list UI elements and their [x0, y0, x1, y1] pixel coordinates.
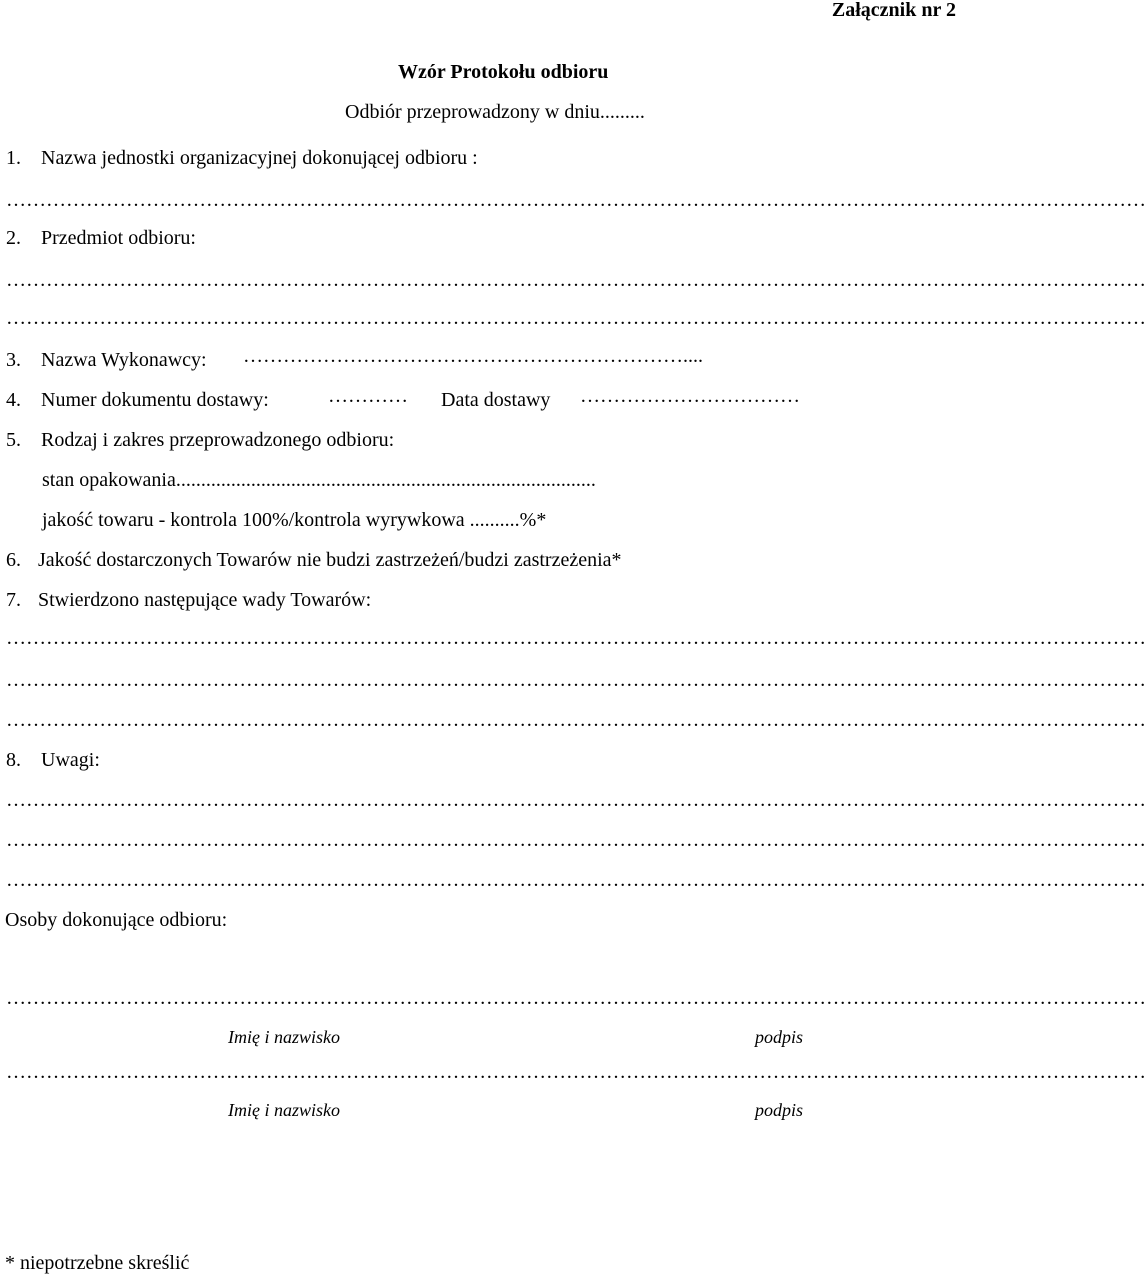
section-5-label: Rodzaj i zakres przeprowadzonego odbioru: — [41, 429, 395, 451]
receipt-date-line: Odbiór przeprowadzony w dniu......... — [345, 101, 645, 123]
section-2-fill-line-2[interactable]: ……………………………………………………………………………………………………………………………………………………… — [6, 307, 1146, 329]
packaging-condition-line: stan opakowania.................................................................................... — [42, 469, 596, 491]
name-label-2: Imię i nazwisko — [228, 1100, 340, 1120]
section-1-number: 1. — [6, 147, 21, 169]
section-8-fill-line-3[interactable]: ……………………………………………………………………………………………………………………………………………………… — [6, 869, 1146, 891]
delivery-date-fill[interactable]: …………………………… — [580, 385, 800, 407]
section-7-label: Stwierdzono następujące wady Towarów: — [38, 589, 372, 611]
footnote: * niepotrzebne skreślić — [5, 1252, 190, 1274]
contractor-fill[interactable]: ………………………………………………………….... — [243, 345, 703, 367]
section-6-number: 6. — [6, 549, 21, 571]
attachment-label: Załącznik nr 2 — [831, 0, 956, 21]
signature-label-1: podpis — [755, 1027, 804, 1047]
section-3-label: Nazwa Wykonawcy: — [41, 349, 207, 371]
goods-quality-control-line: jakość towaru - kontrola 100%/kontrola wyrywkowa ..........%* — [42, 509, 547, 531]
name-label-1: Imię i nazwisko — [228, 1027, 340, 1047]
signature-label-2: podpis — [755, 1100, 804, 1120]
section-1-label: Nazwa jednostki organizacyjnej dokonującej odbioru : — [41, 147, 478, 169]
section-5-number: 5. — [6, 429, 21, 451]
section-8-number: 8. — [6, 749, 21, 771]
section-6-label: Jakość dostarczonych Towarów nie budzi zastrzeżeń/budzi zastrzeżenia* — [38, 549, 622, 571]
section-2-label: Przedmiot odbioru: — [41, 227, 196, 249]
section-7-number: 7. — [6, 589, 21, 611]
section-2-fill-line-1[interactable]: ……………………………………………………………………………………………………………………………………………………… — [6, 269, 1146, 291]
page-title: Wzór Protokołu odbioru — [398, 61, 609, 83]
delivery-document-fill[interactable]: ………… — [328, 385, 408, 407]
signature-fill-line-2[interactable]: ……………………………………………………………………………………………………………………………………………………… — [6, 1061, 1146, 1083]
section-4-label: Numer dokumentu dostawy: — [41, 389, 269, 411]
section-2-number: 2. — [6, 227, 21, 249]
section-4-number: 4. — [6, 389, 21, 411]
section-7-fill-line-2[interactable]: ……………………………………………………………………………………………………………………………………………………… — [6, 669, 1146, 691]
signatories-heading: Osoby dokonujące odbioru: — [5, 909, 228, 931]
section-7-fill-line-1[interactable]: ……………………………………………………………………………………………………………………………………………………… — [6, 627, 1146, 649]
section-8-fill-line-2[interactable]: ……………………………………………………………………………………………………………………………………………………… — [6, 829, 1146, 851]
section-8-label: Uwagi: — [41, 749, 100, 771]
section-1-fill-line[interactable]: ……………………………………………………………………………………………………………………………………………………… — [6, 189, 1146, 211]
signature-fill-line-1[interactable]: ……………………………………………………………………………………………………………………………………………………… — [6, 987, 1146, 1009]
section-8-fill-line-1[interactable]: ……………………………………………………………………………………………………………………………………………………… — [6, 789, 1146, 811]
section-3-number: 3. — [6, 349, 21, 371]
section-7-fill-line-3[interactable]: ……………………………………………………………………………………………………………………………………………………… — [6, 709, 1146, 731]
delivery-date-label: Data dostawy — [441, 389, 551, 411]
